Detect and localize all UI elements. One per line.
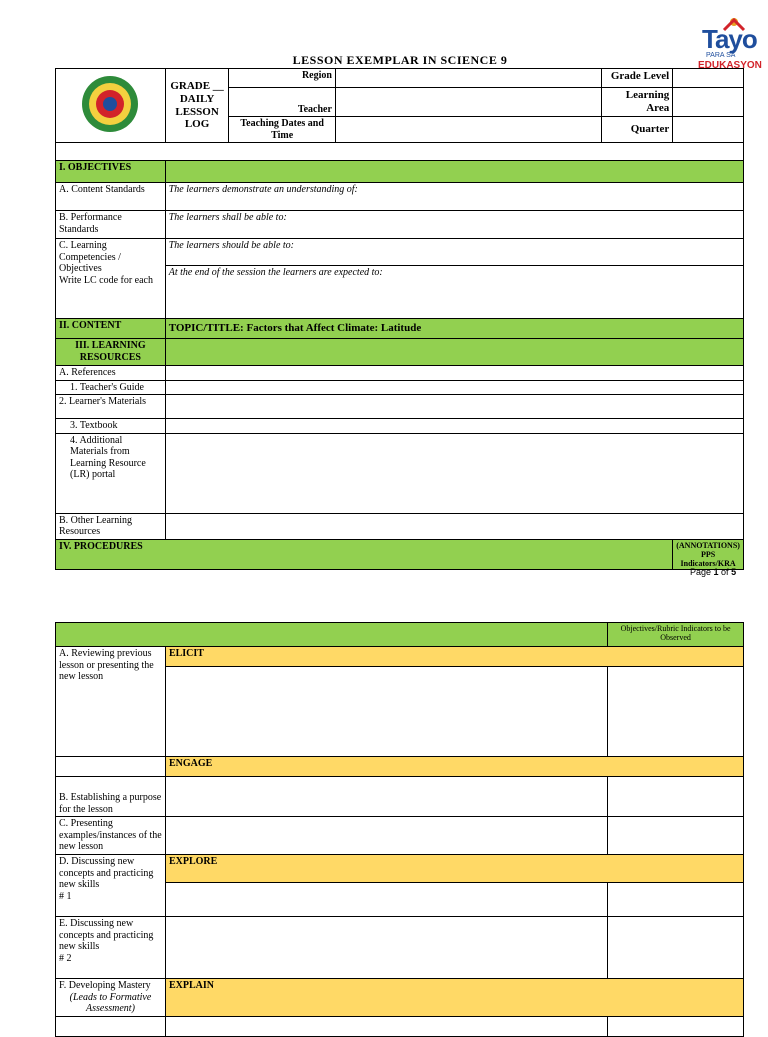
pps-indicators-label: PPS Indicators/KRA [680, 549, 736, 568]
lesson-table-page2 [55, 622, 744, 1037]
explain-label-blank [56, 1016, 166, 1036]
teachers-guide-field[interactable] [165, 380, 743, 395]
discussing-concepts-1-rubric[interactable] [608, 883, 744, 917]
discussing-concepts-1-content[interactable] [165, 883, 607, 917]
explain-rubric[interactable] [608, 1016, 744, 1036]
presenting-examples-label: C. Presenting examples/instances of the new lesson [56, 817, 166, 855]
learning-competencies-label: C. Learning Competencies / Objectives Write LC code for each [56, 239, 166, 319]
establishing-purpose-rubric[interactable] [608, 777, 744, 817]
developing-mastery-title: F. Developing Mastery [59, 980, 151, 991]
region-field[interactable] [335, 69, 601, 88]
other-resources-field[interactable] [165, 513, 743, 539]
presenting-examples-content[interactable] [165, 817, 607, 855]
teaching-dates-label: Teaching Dates and Time [229, 117, 336, 143]
page2-header-fill [56, 623, 608, 647]
content-standards-label: A. Content Standards [56, 183, 166, 211]
discussing-concepts-2-rubric[interactable] [608, 917, 744, 979]
grade-level-field[interactable] [673, 69, 744, 88]
teacher-field[interactable] [335, 88, 601, 117]
learning-resources-heading: III. LEARNING RESOURCES [56, 339, 166, 366]
discussing-concepts-2-label: E. Discussing new concepts and practicing new skills # 2 [56, 917, 166, 979]
annotations-label: (ANNOTATIONS) [676, 540, 740, 550]
rubric-header: Objectives/Rubric Indicators to be Observed [608, 623, 744, 647]
discussing-concepts-1-label: D. Discussing new concepts and practicing new skills # 1 [56, 855, 166, 917]
page-prefix: Page [690, 567, 714, 577]
learners-materials-field[interactable] [165, 395, 743, 419]
textbook-label: 3. Textbook [56, 419, 166, 434]
developing-mastery-sub: (Leads to Formative Assessment) [69, 991, 152, 1014]
additional-materials-label: 4. Additional Materials from Learning Resource (LR) portal [56, 433, 166, 513]
reviewing-lesson-label: A. Reviewing previous lesson or presenting the new lesson [56, 647, 166, 757]
objectives-heading: I. OBJECTIVES [56, 161, 166, 183]
learning-area-label: Learning Area [601, 88, 672, 117]
page-of: of [718, 567, 732, 577]
session-expectations-text[interactable]: At the end of the session the learners are expected to: [165, 266, 743, 319]
tayo-logo-para: PARA SA [706, 52, 736, 59]
page-total: 5 [731, 567, 737, 577]
objectives-heading-fill [165, 161, 743, 183]
quarter-field[interactable] [673, 117, 744, 143]
elicit-rubric[interactable] [608, 667, 744, 757]
developing-mastery-label [56, 979, 166, 1017]
other-resources-label: B. Other Learning Resources [56, 513, 166, 539]
references-field[interactable] [165, 366, 743, 381]
performance-standards-label: B. Performance Standards [56, 211, 166, 239]
topic-title: TOPIC/TITLE: Factors that Affect Climate: Latitude [165, 319, 743, 339]
learning-competencies-text[interactable]: The learners should be able to: [165, 239, 743, 266]
page-title: LESSON EXEMPLAR IN SCIENCE 9 [292, 53, 508, 67]
page-number [690, 567, 736, 577]
tayo-logo-text: Tayo [702, 24, 757, 54]
tayo-logo-edukasyon: EDUKASYON [698, 60, 762, 71]
spacer-row [56, 143, 744, 161]
performance-standards-text[interactable]: The learners shall be able to: [165, 211, 743, 239]
learners-materials-label: 2. Learner's Materials [56, 395, 166, 419]
grade-daily-lesson-log: GRADE __ DAILY LESSON LOG [165, 69, 229, 143]
references-label: A. References [56, 366, 166, 381]
engage-label-blank [56, 757, 166, 777]
presenting-examples-rubric[interactable] [608, 817, 744, 855]
teachers-guide-label: 1. Teacher's Guide [56, 380, 166, 395]
content-heading: II. CONTENT [56, 319, 166, 339]
procedures-heading: IV. PROCEDURES [56, 539, 673, 570]
explain-heading: EXPLAIN [165, 979, 743, 1017]
grade-level-label: Grade Level [601, 69, 672, 88]
annotations-header [673, 539, 744, 570]
tayo-logo [694, 14, 764, 70]
lesson-table-page1 [55, 68, 744, 570]
content-standards-text[interactable]: The learners demonstrate an understanding of: [165, 183, 743, 211]
explain-content[interactable] [165, 1016, 607, 1036]
region-label: Region [229, 69, 336, 88]
quarter-label: Quarter [601, 117, 672, 143]
teacher-label: Teacher [229, 88, 336, 117]
elicit-heading: ELICIT [165, 647, 743, 667]
additional-materials-field[interactable] [165, 433, 743, 513]
establishing-purpose-content[interactable] [165, 777, 607, 817]
deped-seal-cell [56, 69, 166, 143]
learning-resources-fill [165, 339, 743, 366]
elicit-content[interactable] [165, 667, 607, 757]
deped-seal-icon [64, 74, 156, 134]
learning-area-field[interactable] [673, 88, 744, 117]
establishing-purpose-label: B. Establishing a purpose for the lesson [56, 777, 166, 817]
page-current: 1 [713, 567, 719, 577]
teaching-dates-field[interactable] [335, 117, 601, 143]
discussing-concepts-2-content[interactable] [165, 917, 607, 979]
explore-heading: EXPLORE [165, 855, 743, 883]
textbook-field[interactable] [165, 419, 743, 434]
engage-heading: ENGAGE [165, 757, 743, 777]
